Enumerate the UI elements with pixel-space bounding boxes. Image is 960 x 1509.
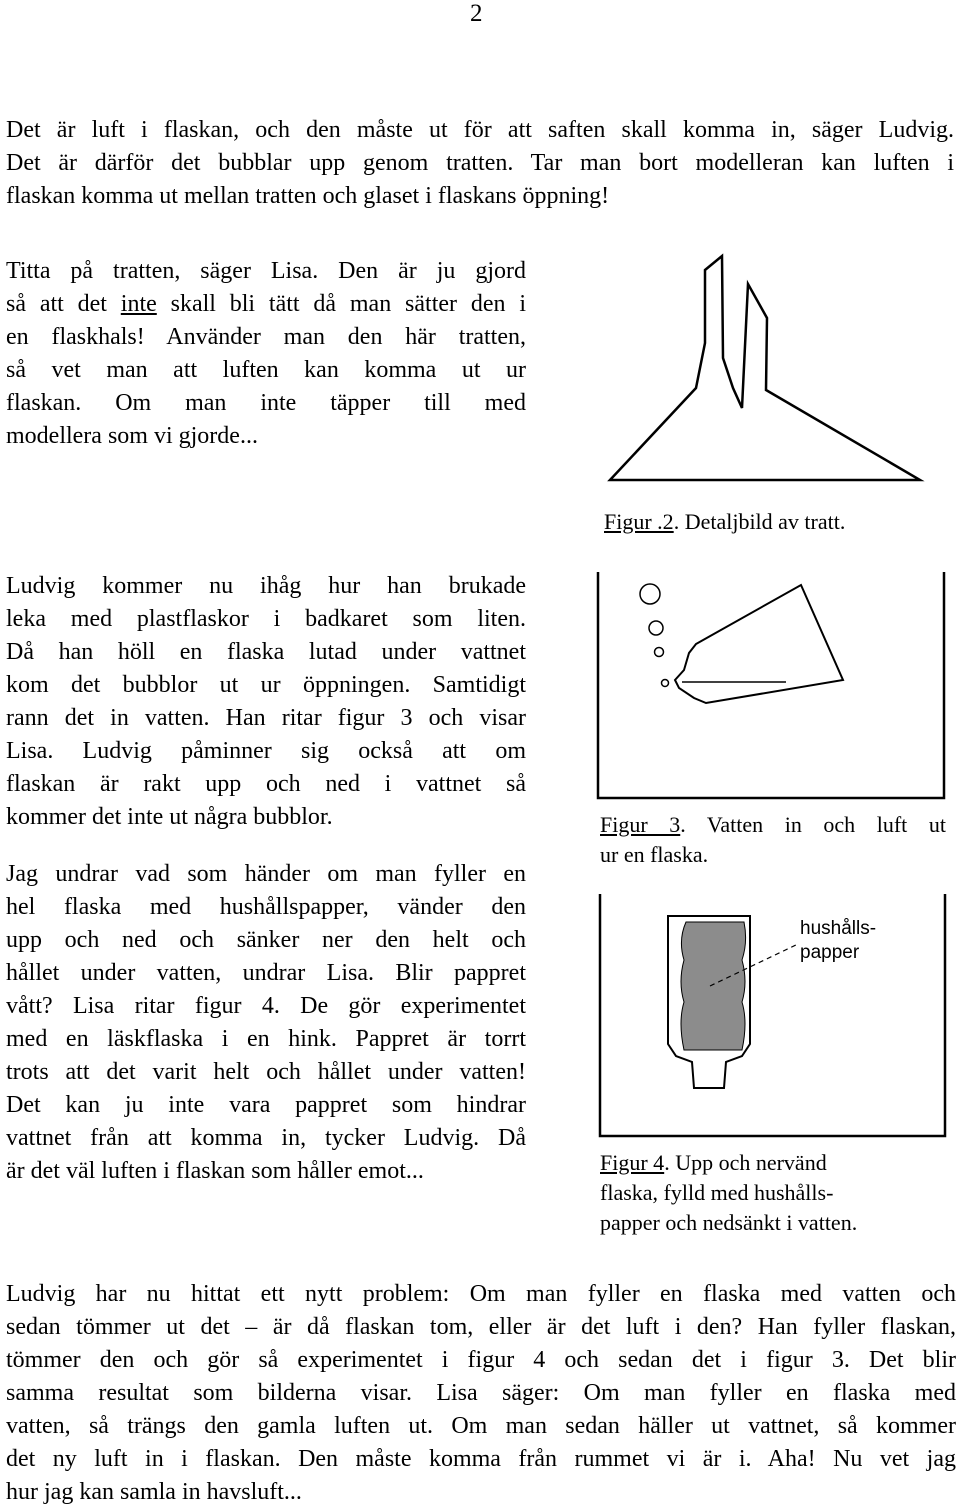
text-line: samma resultat som bilderna visar. Lisa säger: Om man fyller en flaska med (6, 1380, 956, 1406)
text-line: leka med plastflaskor i badkaret som liten. (6, 606, 526, 632)
container-outline (600, 894, 945, 1136)
paragraph-3 (6, 570, 526, 834)
text-line: Titta på tratten, säger Lisa. Den är ju gjord (6, 258, 526, 284)
text-line: upp och ned och sänker ner den helt och (6, 927, 526, 953)
bubble (662, 680, 669, 687)
text-line: rann det in vatten. Han ritar figur 3 och visar (6, 705, 526, 731)
page-number: 2 (470, 0, 483, 27)
text-line: sedan tömmer ut det – är då flaskan tom, eller är det luft i den? Han fyller flaskan, (6, 1314, 956, 1340)
text-line: hållet under vatten, undrar Lisa. Blir pappret (6, 960, 526, 986)
paragraph-2 (6, 255, 526, 453)
figure-4-caption (600, 1148, 940, 1238)
text-line: hur jag kan samla in havsluft... (6, 1479, 302, 1505)
figure-3-caption (600, 810, 946, 870)
caption-line: ur en flaska. (600, 842, 709, 867)
text-line: hel flaska med hushållspapper, vänder den (6, 894, 526, 920)
caption-text: . Vatten in och luft ut (680, 812, 946, 837)
funnel-figure (600, 248, 930, 498)
figure-2-caption (604, 507, 845, 537)
bottle-bubbles-figure (596, 570, 956, 810)
text-segment: skall bli tätt då man sätter den i (156, 291, 526, 317)
text-line: vattnet från att komma in, tycker Ludvig. Då (6, 1125, 526, 1151)
text-line: flaskan komma ut mellan tratten och glaset i flaskans öppning! (6, 183, 610, 209)
figure-3-ref: Figur 3 (600, 812, 681, 837)
bubble (640, 584, 660, 604)
paper-fill (681, 922, 746, 1050)
caption-line (600, 810, 946, 840)
text-line: Det kan ju inte vara pappret som hindrar (6, 1092, 526, 1118)
text-line: Lisa. Ludvig påminner sig också att om (6, 738, 526, 764)
bubble (655, 648, 664, 657)
text-line: modellera som vi gjorde... (6, 423, 258, 449)
text-line: Ludvig kommer nu ihåg hur han brukade (6, 573, 526, 599)
figure-2-ref: Figur .2 (604, 509, 674, 534)
text-line: flaskan. Om man inte täpper till med (6, 390, 526, 416)
text-line: vatten, så trängs den gamla luften ut. Om man sedan häller ut vattnet, så kommer (6, 1413, 956, 1439)
funnel-outline (610, 256, 920, 480)
figure-2-text: . Detaljbild av tratt. (673, 509, 846, 534)
paper-label-line-1: hushålls- (800, 918, 877, 939)
caption-line (600, 1148, 940, 1178)
text-line: det ny luft in i flaskan. Den måste komma från rummet vi är i. Aha! Nu vet jag (6, 1446, 956, 1472)
text-line: tömmer den och gör så experimentet i figur 4 och sedan det i figur 3. Det blir (6, 1347, 956, 1373)
caption-line: papper och nedsänkt i vatten. (600, 1210, 858, 1235)
figure-4-ref: Figur 4 (600, 1150, 665, 1175)
text-line: trots att det varit helt och hållet under vatten! (6, 1059, 526, 1085)
underlined-word: inte (120, 291, 157, 317)
tilted-bottle (675, 585, 843, 703)
paragraph-1 (6, 114, 954, 213)
text-line: Det är luft i flaskan, och den måste ut för att saften skall komma in, säger Ludvig. (6, 117, 954, 143)
text-line: Jag undrar vad som händer om man fyller en (6, 861, 526, 887)
text-line: vått? Lisa ritar figur 4. De gör experimentet (6, 993, 526, 1019)
text-line: så vet man att luften kan komma ut ur (6, 357, 526, 383)
text-line: med en läskflaska i en hink. Pappret är torrt (6, 1026, 526, 1052)
text-line: Då han höll en flaska lutad under vattnet (6, 639, 526, 665)
text-line: Det är därför det bubblar upp genom tratten. Tar man bort modelleran kan luften i (6, 150, 954, 176)
bubble (649, 621, 663, 635)
paper-label-line-2: papper (800, 942, 860, 963)
text-segment: så att det (6, 291, 121, 317)
text-line: Ludvig har nu hittat ett nytt problem: Om man fyller en flaska med vatten och (6, 1281, 956, 1307)
inverted-bottle-figure (598, 892, 958, 1142)
text-line: kommer det inte ut några bubblor. (6, 804, 333, 830)
text-line: är det väl luften i flaskan som håller emot... (6, 1158, 424, 1184)
text-line: en flaskhals! Använder man den här tratten, (6, 324, 526, 350)
paragraph-4 (6, 858, 526, 1188)
text-line (6, 288, 526, 321)
text-line: flaskan är rakt upp och ned i vattnet så (6, 771, 526, 797)
text-line: kom det bubblor ut ur öppningen. Samtidigt (6, 672, 526, 698)
caption-line: flaska, fylld med hushålls- (600, 1180, 834, 1205)
paragraph-5 (6, 1278, 956, 1509)
caption-text: . Upp och nervänd (664, 1150, 827, 1175)
